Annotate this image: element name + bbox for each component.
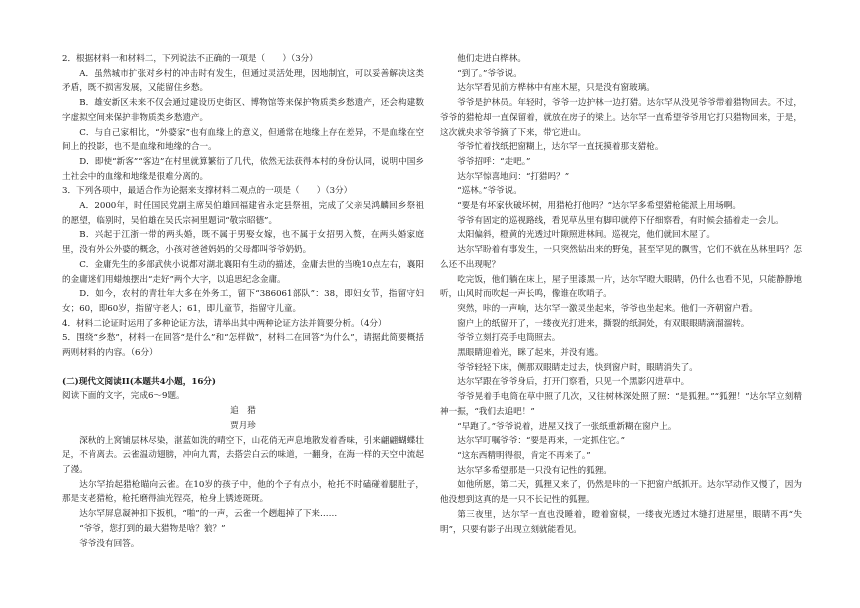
question-3-option-d: D．如今，农村的青壮年大多在外务工，留下“386061部队”：38，即妇女节，指留守妇女；60，即60岁，指留守老人；61，即儿童节，指留守儿童。 (62, 289, 424, 314)
story-paragraph: “早跑了。”爷爷说着，进屋又找了一张纸重新糊在窗户上。 (457, 421, 677, 432)
question-2-option-a: A．虽然城市扩张对乡村的冲击时有发生，但通过灵活处理，因地制宜，可以妥善解决这类矛盾，既不损害发展，又能留住乡愁。 (62, 68, 424, 94)
question-4: 4．材料二论证时运用了多种论证方法，请举出其中两种论证方法并简要分析。（4分） (62, 318, 387, 329)
story-title: 追 猎 (230, 406, 256, 417)
story-paragraph: “爷爷，您打到的最大猎物是啥？狼？” (79, 523, 226, 534)
story-paragraph: 太阳偏斜，橙黄的光透过叶隙照进林间。巡视完，他们就回木屋了。 (457, 230, 716, 241)
spacer (62, 361, 424, 375)
story-author: 贾月珍 (230, 420, 256, 431)
story-paragraph: 如他所愿，第二天，狐狸又来了，仍然是咔的一下把窗户纸抓开。达尔罕动作又慢了，因为他没想到这真的是一只不长记性的狐狸。 (440, 480, 802, 506)
story-paragraph: “要是有坏家伙破坏树，用猎枪打他吗？”达尔罕多希望猎枪能派上用场啊。 (457, 201, 741, 212)
story-paragraph: 达尔罕盼着有事发生，一只突然钻出来的野兔，甚至罕见的飘雪，它们不就在丛林里吗？怎么还不出现呢？ (440, 245, 802, 270)
story-paragraph: 爷爷是护林员。年轻时，爷爷一边护林一边打猎。达尔罕从没见爷爷带着猎物回去。不过，爷爷的猎枪却一直保留着，就放在房子的梁上。达尔罕一直希望爷爷用它打只猎物回来，于是，这次就央求爷爷摘了下来，带它进山。 (440, 98, 802, 138)
story-paragraph: “到了。”爷爷说。 (457, 68, 522, 79)
story-paragraph: 爷爷立刻打亮手电筒照去。 (457, 333, 561, 344)
section-heading: (二)现代文阅读II(本题共4小题，16分) (62, 376, 216, 387)
story-paragraph: 第三夜里，达尔罕一直也没睡着，瞪着窗棂，一缕夜光透过木缝打进屋里，眼睛不再“失明”，只要有影子出现立刻就能看见。 (440, 509, 802, 535)
question-2-option-d: D．即使“新客”“客边”在村里就算繁衍了几代，依然无法获得本村的身份认同，说明中国乡土社会中的血缘和地缘是很难分离的。 (62, 156, 424, 182)
question-3-option-b: B．兴起于江浙一带的两头婚，既不属于男娶女嫁，也不属于女招男入赘，在两头婚家庭里，没有外公外婆的概念，小孩对爸爸妈妈的父母都叫爷爷奶奶。 (62, 230, 424, 256)
story-paragraph: 达尔罕跟在爷爷身后，打开门察看，只见一个黑影闪进草中。 (457, 377, 690, 388)
story-paragraph: 黑眼睛迎着光，眯了起来，并没有逃。 (457, 348, 604, 359)
question-3-option-a: A．2000年，时任国民党副主席吴伯雄回福建省永定县祭祖，完成了父亲吴鸿麟回乡祭祖的愿望，临别时，吴伯雄在吴氏宗祠里题词“敬宗昭德”。 (62, 201, 424, 226)
story-paragraph: 突然，咔的一声响，达尔罕一激灵坐起来，爷爷也坐起来。他们一齐朝窗户看。 (457, 303, 758, 314)
story-paragraph: 达尔罕看见前方桦林中有座木屋，只是没有窗玻璃。 (457, 83, 655, 94)
story-paragraph: 爷爷有固定的巡视路线，看见草丛里有脚印就停下仔细察看，有时候会插着走一会儿。 (457, 215, 784, 226)
story-paragraph: 吃完饭，他们躺在床上，屋子里漆黑一片，达尔罕瞪大眼睛，仍什么也看不见，只能静静地听，山风时而吹起一声长鸣，像谁在吹哨子。 (440, 274, 802, 300)
question-2-stem: 2．根据材料一和材料二，下列说法不正确的一项是（ ）（3分） (62, 54, 318, 64)
left-column (62, 52, 424, 551)
story-paragraph: 达尔罕抬起猎枪瞄向云雀。在10岁的孩子中，他的个子有点小，枪托不时磕碰着腿肚子，那是支老猎枪，枪托磨得油光锃亮，枪身上锈迹斑斑。 (62, 479, 424, 505)
question-3-stem: 3．下列各项中，最适合作为论据来支撑材料二观点的一项是（ ）（3分） (62, 186, 353, 197)
story-paragraph: 爷爷忙着找纸把窗糊上，达尔罕一直抚摸着那支猎枪。 (457, 142, 664, 153)
story-paragraph: 爷爷轻轻下床，侧那双眼睛走过去，快到窗户时，眼睛消失了。 (457, 362, 698, 373)
reading-instruction: 阅读下面的文字，完成6～9题。 (62, 391, 185, 402)
story-paragraph: 爷爷没有回答。 (79, 538, 140, 549)
question-5: 5．围绕“乡愁”，材料一在回答“是什么”和“怎样做”，材料二在回答“为什么”，请据此简要概括两则材料的内容。（6分） (62, 333, 424, 359)
story-paragraph: 达尔罕多希望那是一只没有记性的狐狸。 (457, 465, 612, 476)
story-paragraph: “这东西精明得很，肯定不再来了。” (457, 450, 591, 461)
story-paragraph: 达尔罕屏息凝神扣下扳机，“啪”的一声，云雀一个趔趄掉了下来…… (79, 509, 338, 520)
story-paragraph: 他们走进白桦林。 (457, 54, 526, 64)
right-column (440, 52, 802, 537)
question-3-option-c: C．金庸先生的多部武侠小说都对湖北襄阳有生动的描述，金庸去世的当晚10点左右，襄阳的金庸迷们用蜡烛摆出“走好”两个大字，以追思纪念金庸。 (62, 259, 424, 285)
story-paragraph: “巡林。”爷爷说。 (457, 186, 522, 197)
story-paragraph: 窗户上的纸留开了，一缕夜光打进来，撕裂的纸洞处，有双眼眼睛滴溜溜转。 (457, 318, 750, 329)
story-paragraph: 达尔罕叮嘱爷爷：“要是再来，一定抓住它。” (457, 436, 625, 447)
story-paragraph: 达尔罕惊喜地问：“打猎吗？” (457, 171, 570, 182)
story-paragraph: 爷爷晃着手电筒在草中照了几次，又往树林深处照了照：“是狐狸。”“狐狸！”达尔罕立刻精神一振，“我们去追吧！” (440, 392, 802, 417)
question-2-option-b: B．雄安新区未来不仅会通过建设历史街区、博物馆等来保护物质类乡愁遗产，还会构建数字虚拟空间来保护非物质类乡愁遗产。 (62, 98, 424, 123)
question-2-option-c: C．与自己家相比，“外婆家”也有血缘上的意义，但通常在地缘上存在差异，不是血缘在空间上的投影，也不是血缘和地缘的合一。 (62, 127, 424, 153)
story-paragraph: 爷爷招呼：“走吧。” (457, 156, 531, 167)
story-paragraph: 深秋的上窝铺层林尽染，湛蓝如洗的晴空下，山花俏无声息地散发着香味，引来翩翩蝴蝶壮足，不肯离去。云雀温动翅膀，冲向九霄，去搭尝白云的味道，一翻身，在海一样的天空中流起了漫。 (62, 435, 424, 475)
